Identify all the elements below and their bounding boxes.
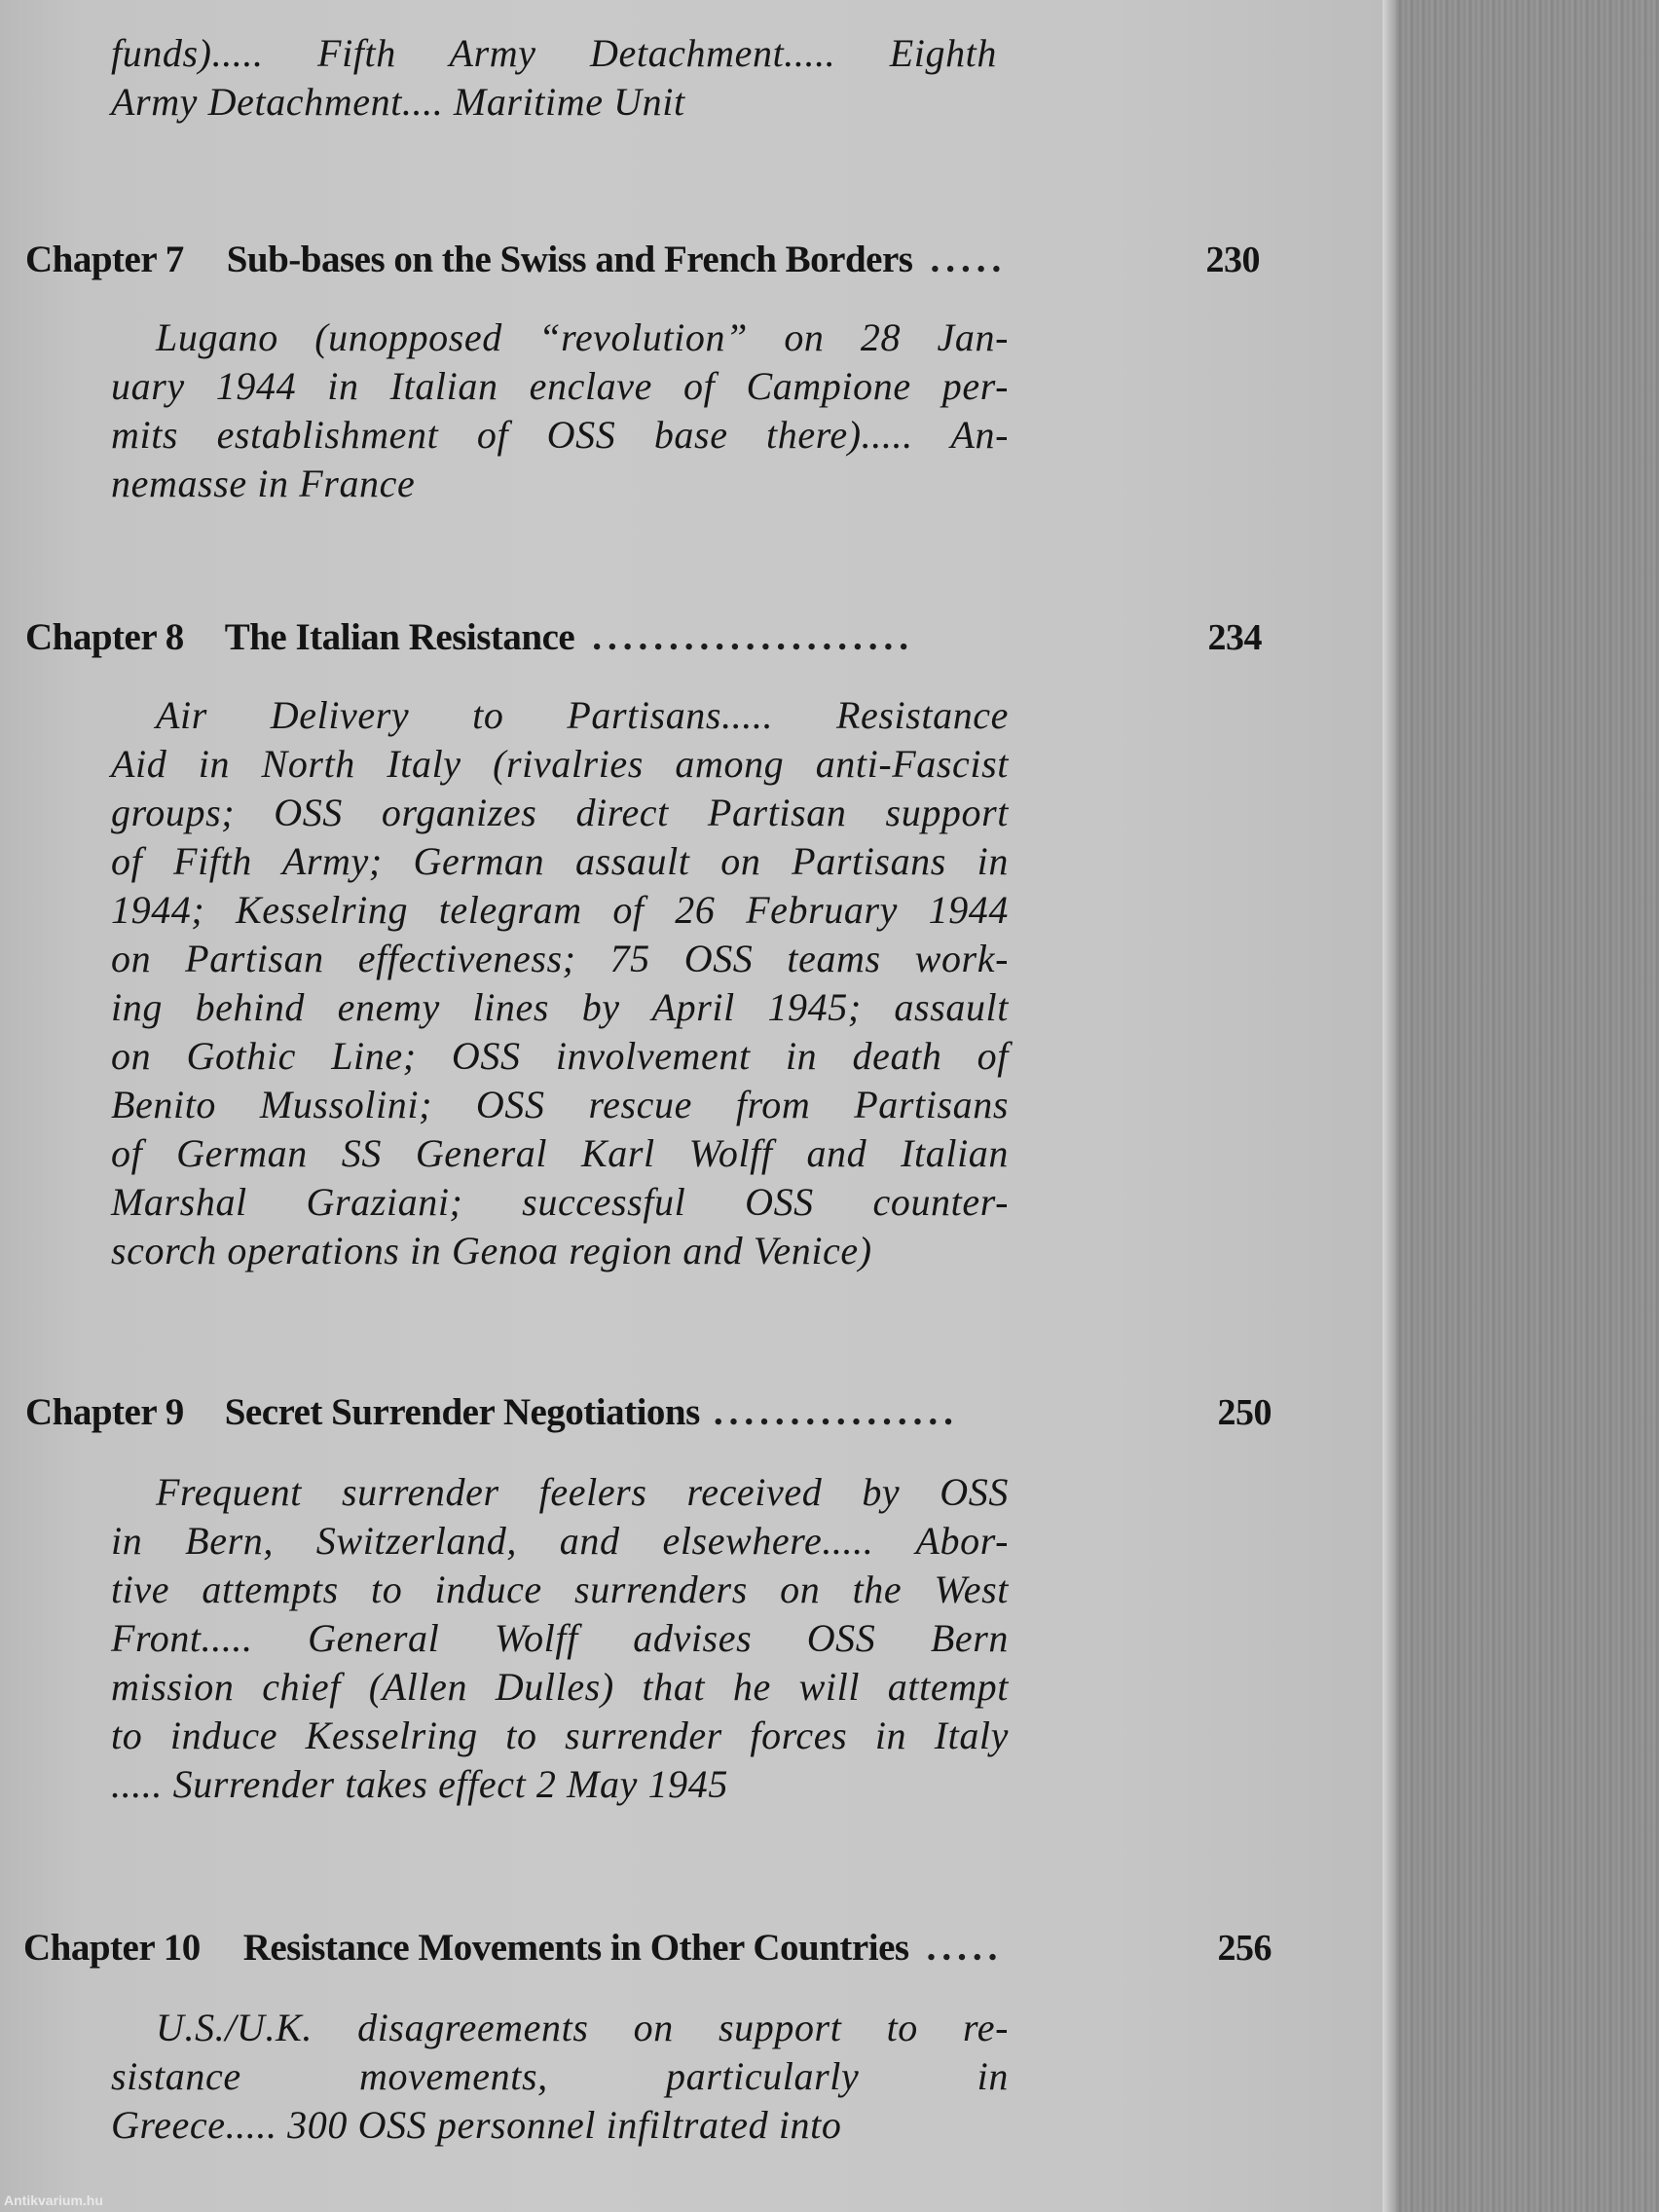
dot-leader: ..................... (592, 616, 914, 658)
chapter-7-summary (111, 313, 1009, 508)
chapter-title: Sub-bases on the Swiss and French Borders (226, 239, 913, 280)
chapter-label: Chapter 8 (25, 616, 184, 658)
chapter-page-number: 234 (1207, 617, 1262, 658)
summary-line: Benito Mussolini; OSS rescue from Partisans (111, 1083, 1009, 1126)
summary-line: Greece..... 300 OSS personnel infiltrated into (111, 2103, 842, 2147)
watermark: Antikvarium.hu (4, 2193, 103, 2208)
summary-line: funds)..... Fifth Army Detachment..... Eighth (111, 31, 997, 75)
summary-line: 1944; Kesselring telegram of 26 February 1944 (111, 888, 1009, 932)
summary-line: in Bern, Switzerland, and elsewhere..... Abor- (111, 1519, 1009, 1563)
chapter-label: Chapter 10 (23, 1927, 201, 1969)
summary-line: ing behind enemy lines by April 1945; assault (111, 985, 1009, 1029)
summary-line: on Gothic Line; OSS involvement in death of (111, 1034, 1009, 1078)
summary-line: of German SS General Karl Wolff and Italian (111, 1131, 1009, 1175)
chapter-page-number: 250 (1217, 1392, 1272, 1433)
summary-line: nemasse in France (111, 461, 416, 505)
chapter-6-summary-continued (111, 29, 997, 127)
chapter-label: Chapter 9 (25, 1391, 184, 1433)
chapter-7-heading[interactable] (25, 238, 1260, 281)
summary-line: uary 1944 in Italian enclave of Campione per- (111, 364, 1009, 408)
summary-line: sistance movements, particularly in (111, 2054, 1009, 2098)
summary-line: to induce Kesselring to surrender forces in Italy (111, 1714, 1009, 1757)
summary-line: tive attempts to induce surrenders on the West (111, 1567, 1009, 1611)
summary-line: of Fifth Army; German assault on Partisans in (111, 839, 1009, 883)
summary-line: Marshal Graziani; successful OSS counter- (111, 1180, 1009, 1224)
chapter-title: Resistance Movements in Other Countries (242, 1927, 909, 1969)
chapter-title: Secret Surrender Negotiations (224, 1391, 700, 1433)
chapter-page-number: 256 (1217, 1928, 1272, 1969)
summary-line: mits establishment of OSS base there)..... An- (111, 413, 1009, 457)
summary-line: ..... Surrender takes effect 2 May 1945 (111, 1762, 728, 1806)
chapter-10-summary (111, 2004, 1009, 2150)
adjacent-page-edge (1382, 0, 1659, 2212)
summary-line: on Partisan effectiveness; 75 OSS teams work- (111, 937, 1009, 980)
summary-line: Aid in North Italy (rivalries among anti-Fascist (111, 742, 1009, 786)
dot-leader: ..... (926, 1927, 1004, 1969)
chapter-8-heading[interactable] (25, 615, 1262, 659)
chapter-8-summary (111, 691, 1009, 1275)
summary-line: U.S./U.K. disagreements on support to re- (156, 2006, 1009, 2049)
summary-line: Air Delivery to Partisans..... Resistance (156, 693, 1009, 737)
chapter-9-heading[interactable] (25, 1390, 1272, 1434)
summary-line: Front..... General Wolff advises OSS Bern (111, 1616, 1009, 1660)
summary-line: Lugano (unopposed “revolution” on 28 Jan- (156, 315, 1009, 359)
summary-line: mission chief (Allen Dulles) that he will attempt (111, 1665, 1009, 1709)
summary-line: groups; OSS organizes direct Partisan support (111, 791, 1009, 834)
chapter-9-summary (111, 1468, 1009, 1809)
summary-line: scorch operations in Genoa region and Venice) (111, 1229, 872, 1272)
chapter-10-heading[interactable] (23, 1926, 1272, 1970)
summary-line: Frequent surrender feelers received by OSS (156, 1470, 1009, 1514)
chapter-page-number: 230 (1205, 240, 1260, 280)
chapter-title: The Italian Resistance (224, 616, 575, 658)
chapter-label: Chapter 7 (25, 239, 184, 280)
dot-leader: ................ (713, 1391, 959, 1433)
dot-leader: ..... (930, 239, 1008, 280)
summary-line: Army Detachment.... Maritime Unit (111, 80, 685, 124)
